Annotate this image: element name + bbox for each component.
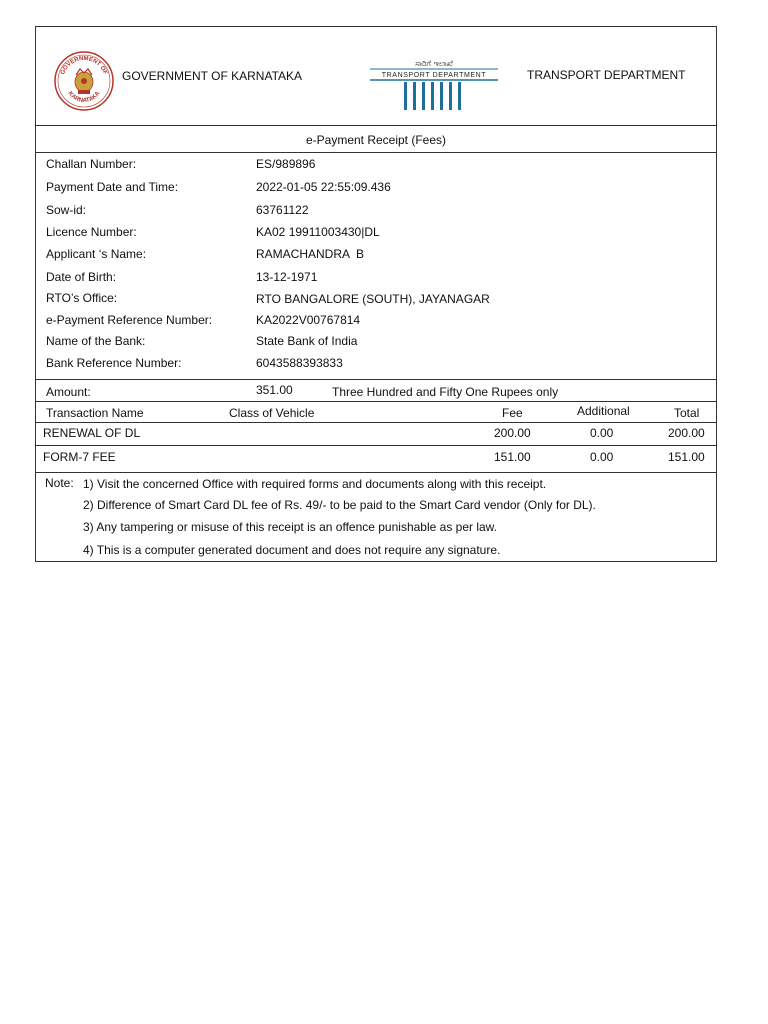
table-row-1-fee: 200.00	[494, 426, 531, 440]
table-row-2-name: FORM-7 FEE	[43, 450, 116, 464]
svg-text:TRANSPORT DEPARTMENT: TRANSPORT DEPARTMENT	[381, 72, 487, 79]
transport-department-logo-icon	[368, 57, 500, 111]
applicant-name-value: RAMACHANDRA B	[256, 247, 365, 261]
table-bottom-divider	[36, 472, 716, 473]
additional-header: Additional	[577, 404, 630, 418]
department-title: TRANSPORT DEPARTMENT	[527, 68, 686, 82]
epayment-reference-value: KA2022V00767814	[256, 313, 361, 327]
bank-name-label: Name of the Bank:	[46, 334, 146, 348]
svg-text:ಸಾರಿಗೆ ಇಲಾಖೆ: ಸಾರಿಗೆ ಇಲಾಖೆ	[415, 59, 453, 68]
rto-office-label: RTO’s Office:	[46, 291, 118, 305]
karnataka-state-seal-icon	[54, 51, 114, 111]
receipt-title: e-Payment Receipt (Fees)	[305, 133, 447, 147]
title-divider	[36, 152, 716, 153]
challan-number-label: Challan Number:	[46, 157, 137, 171]
licence-number-label: Licence Number:	[46, 225, 137, 239]
bank-reference-value: 6043588393833	[256, 356, 343, 370]
sow-id-value: 63761122	[256, 203, 309, 217]
amount-divider	[36, 401, 716, 402]
svg-text:KARNATAKA: KARNATAKA	[66, 90, 102, 105]
note-item-3: 3) Any tampering or misuse of this receipt is an offence punishable as per law.	[83, 520, 498, 534]
table-row-2-total: 151.00	[668, 450, 705, 464]
date-of-birth-value: 13-12-1971	[256, 270, 318, 284]
header-divider	[36, 125, 716, 126]
table-row-2-fee: 151.00	[494, 450, 531, 464]
note-item-4: 4) This is a computer generated document and does not require any signature.	[83, 543, 501, 557]
table-row-2-additional: 0.00	[590, 450, 614, 464]
note-label: Note:	[45, 476, 74, 490]
table-row-1-total: 200.00	[668, 426, 705, 440]
licence-number-value: KA02 19911003430|DL	[256, 225, 380, 239]
amount-label: Amount:	[46, 385, 91, 399]
applicant-name-label: Applicant ‘s Name:	[46, 247, 147, 261]
details-divider	[36, 379, 716, 380]
fee-header: Fee	[502, 406, 523, 420]
table-row-1-name: RENEWAL OF DL	[43, 426, 141, 440]
transaction-name-header: Transaction Name	[46, 406, 144, 420]
rto-office-value: RTO BANGALORE (SOUTH), JAYANAGAR	[256, 292, 490, 306]
government-title: GOVERNMENT OF KARNATAKA	[122, 69, 303, 83]
svg-text:GOVERNMENT OF: GOVERNMENT OF	[60, 55, 108, 76]
payment-receipt	[35, 26, 717, 562]
payment-datetime-label: Payment Date and Time:	[46, 180, 179, 194]
note-item-1: 1) Visit the concerned Office with required forms and documents along with this receipt.	[83, 477, 547, 491]
bank-reference-label: Bank Reference Number:	[46, 356, 182, 370]
table-header-divider	[36, 422, 716, 423]
sow-id-label: Sow-id:	[46, 203, 87, 217]
note-item-2: 2) Difference of Smart Card DL fee of Rs. 49/- to be paid to the Smart Card vendor (Only for DL).	[83, 498, 596, 512]
payment-datetime-value: 2022-01-05 22:55:09.436	[256, 180, 391, 194]
vehicle-class-header: Class of Vehicle	[229, 406, 315, 420]
amount-in-words: Three Hundred and Fifty One Rupees only	[332, 385, 559, 399]
total-header: Total	[674, 406, 700, 420]
bank-name-value: State Bank of India	[256, 334, 358, 348]
date-of-birth-label: Date of Birth:	[46, 270, 117, 284]
table-row-1-additional: 0.00	[590, 426, 614, 440]
epayment-reference-label: e-Payment Reference Number:	[46, 313, 213, 327]
amount-value: 351.00	[256, 383, 293, 397]
table-row-divider	[36, 445, 716, 446]
challan-number-value: ES/989896	[256, 157, 316, 171]
